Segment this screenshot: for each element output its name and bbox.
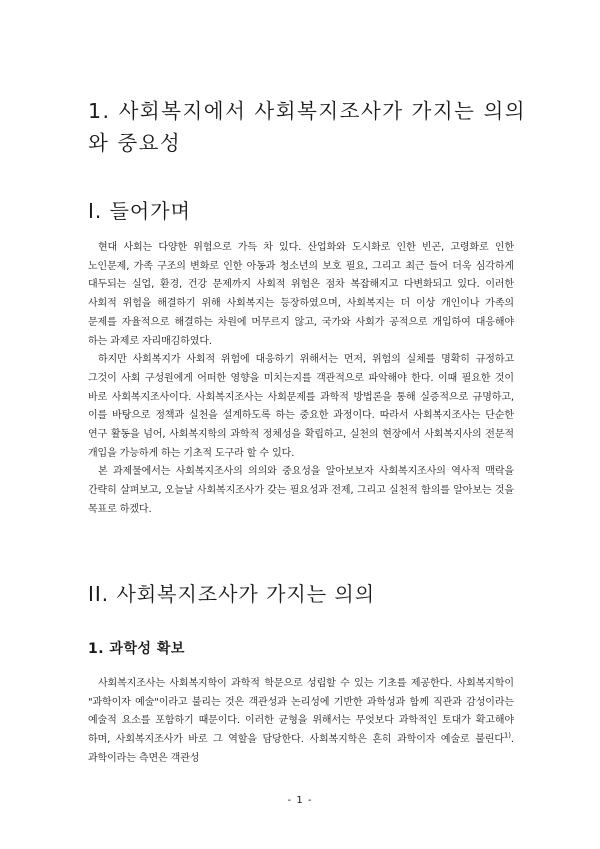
- introduction-body: [88, 239, 514, 520]
- scientific-paragraph-continuation: . 과학이라는 측면은 객관성: [88, 734, 514, 764]
- subsection-heading-scientific: 1. 과학성 확보: [88, 641, 185, 657]
- intro-paragraph-2: 하지만 사회복지가 사회적 위험에 대응하기 위해서는 먼저, 위험의 실체를 명확히 규정하고 그것이 사회 구성원에게 어떠한 영향을 미치는지를 객관적으로 파악해야 한다. 이때 필요한 것이 바로 사회복지조사이다. 사회복지조사는 사회문제를 과학적 방법론을 통해 실증적으로 규명하고, 이를 바탕으로 정책과 실천을 설계하도록 하는 중요한 과정이다. 따라서 사회복지조사는 단순한 연구 활동을 넘어, 사회복지학의 과학적 정체성을 확립하고, 실천의 현장에서 사회복지사의 전문적 개입을 가능하게 하는 기초적 도구라 할 수 있다.: [88, 354, 514, 459]
- section-heading-significance: II. 사회복지조사가 가지는 의의: [88, 582, 376, 606]
- scientific-paragraph-text: 사회복지조사는 사회복지학이 과학적 학문으로 성립할 수 있는 기초를 제공한다. 사회복지학이 "과학이자 예술"이라고 불리는 것은 객관성과 논리성에 기반한 과학성과 함께 직관과 감성이라는 예술적 요소를 포함하기 때문이다. 이러한 균형을 위해서는 무엇보다 과학적인 토대가 확고해야 하며, 사회복지조사가 바로 그 역할을 담당한다. 사회복지학은 흔히 과학이자 예술로 불린다: [88, 678, 514, 746]
- scientific-paragraph: [88, 675, 514, 769]
- footnote-reference[interactable]: 1): [503, 731, 511, 740]
- document-title: 1. 사회복지에서 사회복지조사가 가지는 의의와 중요성: [88, 99, 527, 155]
- section-heading-introduction: I. 들어가며: [88, 199, 191, 223]
- scientific-body: [88, 675, 514, 769]
- page-number: - 1 -: [287, 795, 313, 806]
- intro-paragraph-3: 본 과제물에서는 사회복지조사의 의의와 중요성을 알아보보자 사회복지조사의 역사적 맥락을 간략히 살펴보고, 오늘날 사회복지조사가 갖는 필요성과 전제, 그리고 실천적 함의를 알아보는 것을 목표로 하겠다.: [88, 466, 514, 515]
- intro-paragraph-1: 현대 사회는 다양한 위험으로 가득 차 있다. 산업화와 도시화로 인한 빈곤, 고령화로 인한 노인문제, 가족 구조의 변화로 인한 아동과 청소년의 보호 필요, 그리고 최근 들어 더욱 심각하게 대두되는 실업, 환경, 건강 문제까지 사회적 위험은 점차 복잡해지고 다변화되고 있다. 이러한 사회적 위험을 해결하기 위해 사회복지는 등장하였으며, 사회복지는 더 이상 개인이나 가족의 문제를 자율적으로 해결하는 차원에 머무르지 않고, 국가와 사회가 공적으로 개입하여 대응해야 하는 과제로 자리매김하였다.: [88, 242, 514, 347]
